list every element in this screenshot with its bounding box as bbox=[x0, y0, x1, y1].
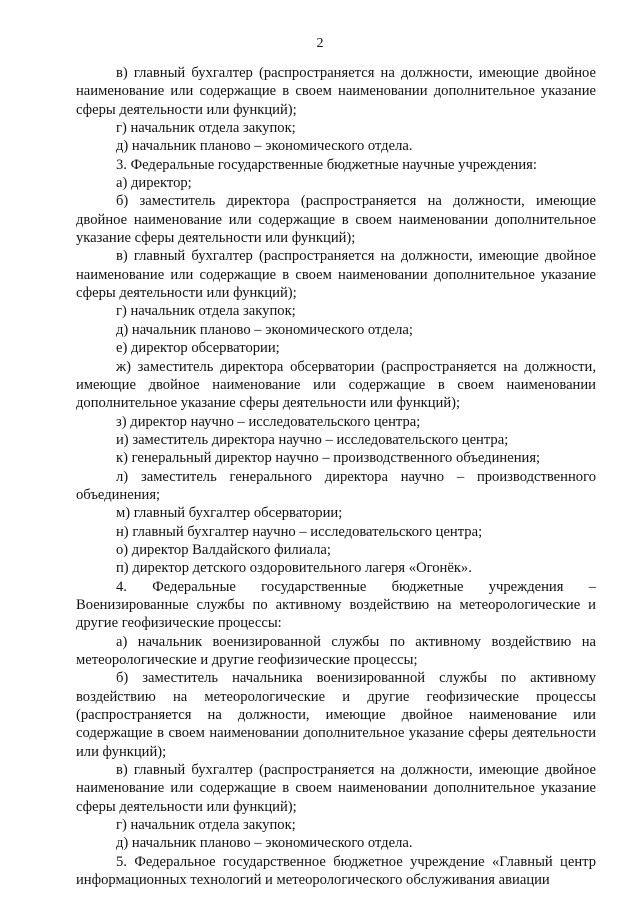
paragraph: к) генеральный директор научно – производственного объединения; bbox=[116, 450, 541, 467]
paragraph: а) начальник военизированной службы по активному воздействию на метеорологические и другие геофизические процессы; bbox=[76, 633, 596, 668]
paragraph: 3. Федеральные государственные бюджетные научные учреждения: bbox=[116, 156, 537, 173]
page-number: 2 bbox=[316, 36, 324, 51]
paragraph: з) директор научно – исследовательского центра; bbox=[116, 413, 421, 430]
paragraph: ж) заместитель директора обсерватории (распространяется на должности, имеющие двойное наименование или содержащие в своем наименовании дополнительное указание сферы деятельности или функций); bbox=[76, 358, 596, 412]
paragraph: и) заместитель директора научно – исследовательского центра; bbox=[116, 431, 509, 448]
paragraph: 4. Федеральные государственные бюджетные учреждения – Военизированные службы по активному воздействию на метеорологические и другие геофизические процессы: bbox=[76, 578, 596, 632]
paragraph: д) начальник планово – экономического отдела; bbox=[116, 321, 413, 338]
paragraph: г) начальник отдела закупок; bbox=[116, 303, 296, 320]
paragraph: в) главный бухгалтер (распространяется на должности, имеющие двойное наименование или содержащие в своем наименовании дополнительное указание сферы деятельности или функций); bbox=[76, 248, 596, 302]
document-body bbox=[76, 64, 596, 889]
paragraph: б) заместитель начальника военизированной службы по активному воздействию на метеорологические и другие геофизические процессы (распространяется на должности, имеющие двойное наименование или содержащие в своем наименовании дополнительное указание сферы деятельности или функций); bbox=[76, 670, 596, 760]
paragraph: 5. Федеральное государственное бюджетное учреждение «Главный центр информационных технологий и метеорологического обслуживания авиации bbox=[76, 853, 596, 889]
paragraph: н) главный бухгалтер научно – исследовательского центра; bbox=[116, 523, 483, 540]
paragraph: м) главный бухгалтер обсерватории; bbox=[116, 505, 343, 522]
paragraph: в) главный бухгалтер (распространяется на должности, имеющие двойное наименование или содержащие в своем наименовании дополнительное указание сферы деятельности или функций); bbox=[76, 65, 596, 118]
paragraph: б) заместитель директора (распространяется на должности, имеющие двойное наименование или содержащие в своем наименовании дополнительное указание сферы деятельности или функций); bbox=[76, 193, 596, 247]
paragraph: в) главный бухгалтер (распространяется на должности, имеющие двойное наименование или содержащие в своем наименовании дополнительное указание сферы деятельности или функций); bbox=[76, 762, 596, 815]
paragraph: о) директор Валдайского филиала; bbox=[116, 541, 331, 558]
paragraph: г) начальник отдела закупок; bbox=[116, 817, 296, 834]
paragraph: п) директор детского оздоровительного лагеря «Огонёк». bbox=[116, 560, 472, 577]
paragraph: д) начальник планово – экономического отдела. bbox=[116, 835, 413, 852]
paragraph: д) начальник планово – экономического отдела. bbox=[116, 138, 413, 155]
paragraph: л) заместитель генерального директора научно – производственного объединения; bbox=[76, 468, 596, 503]
paragraph: г) начальник отдела закупок; bbox=[116, 120, 296, 137]
paragraph: а) директор; bbox=[116, 175, 192, 192]
paragraph: е) директор обсерватории; bbox=[116, 340, 280, 357]
